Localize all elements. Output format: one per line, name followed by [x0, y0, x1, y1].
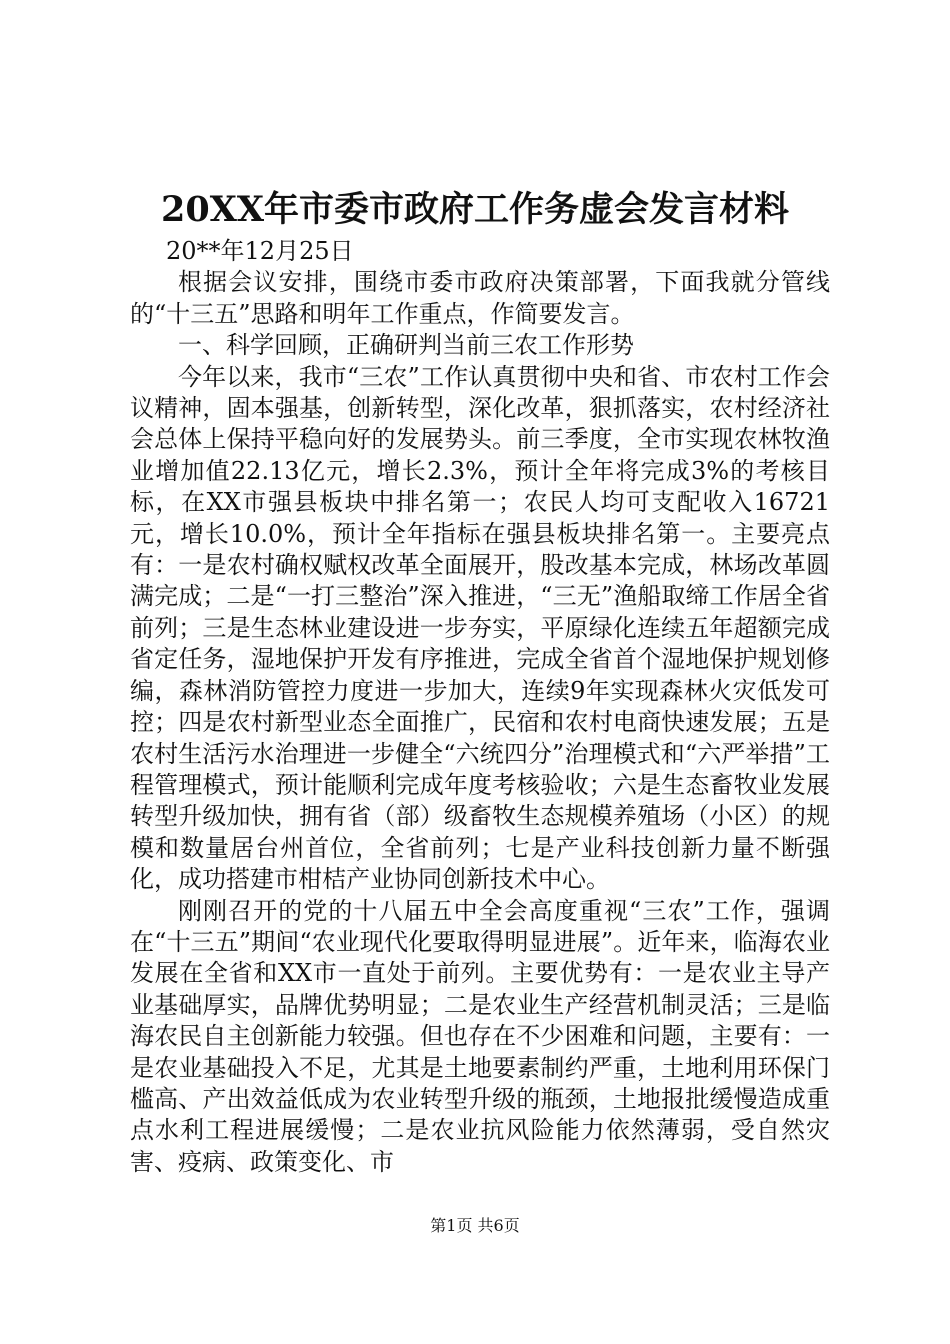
section-heading: 一、科学回顾，正确研判当前三农工作形势	[178, 331, 634, 360]
document-date: 20**年12月25日	[166, 237, 354, 265]
document-title: 20XX年市委市政府工作务虚会发言材料	[160, 189, 790, 230]
paragraph-analysis: 刚刚召开的党的十八届五中全会高度重视“三农”工作，强调在“十三五”期间“农业现代化要取得明显进展”。近年来，临海农业发展在全省和XX市一直处于前列。主要优势有：一是农业主导产业基础厚实，品牌优势明显；二是农业生产经营机制灵活；三是临海农民自主创新能力较强。但也存在不少困难和问题，主要有：一是农业基础投入不足，尤其是土地要素制约严重，土地利用环保门槛高、产出效益低成为农业转型升级的瓶颈，土地报批缓慢造成重点水利工程进展缓慢；二是农业抗风险能力依然薄弱，受自然灾害、疫病、政策变化、市	[130, 896, 830, 1176]
paragraph-intro: 根据会议安排，围绕市委市政府决策部署，下面我就分管线的“十三五”思路和明年工作重点，作简要发言。	[130, 268, 830, 328]
page-number-footer: 第1页 共6页	[430, 1216, 520, 1235]
document-body	[130, 236, 830, 1178]
paragraph-review: 今年以来，我市“三农”工作认真贯彻中央和省、市农村工作会议精神，固本强基，创新转型，深化改革，狠抓落实，农村经济社会总体上保持平稳向好的发展势头。前三季度，全市实现农林牧渔业增加值22.13亿元，增长2.3%，预计全年将完成3%的考核目标，在XX市强县板块中排名第一；农民人均可支配收入16721元，增长10.0%，预计全年指标在强县板块排名第一。主要亮点有：一是农村确权赋权改革全面展开，股改基本完成，林场改革圆满完成；二是“一打三整治”深入推进，“三无”渔船取缔工作居全省前列；三是生态林业建设进一步夯实，平原绿化连续五年超额完成省定任务，湿地保护开发有序推进，完成全省首个湿地保护规划修编，森林消防管控力度进一步加大，连续9年实现森林火灾低发可控；四是农村新型业态全面推广，民宿和农村电商快速发展；五是农村生活污水治理进一步健全“六统四分”治理模式和“六严举措”工程管理模式，预计能顺利完成年度考核验收；六是生态畜牧业发展转型升级加快，拥有省（部）级畜牧生态规模养殖场（小区）的规模和数量居台州首位，全省前列；七是产业科技创新力量不断强化，成功搭建市柑桔产业协同创新技术中心。	[130, 362, 830, 894]
